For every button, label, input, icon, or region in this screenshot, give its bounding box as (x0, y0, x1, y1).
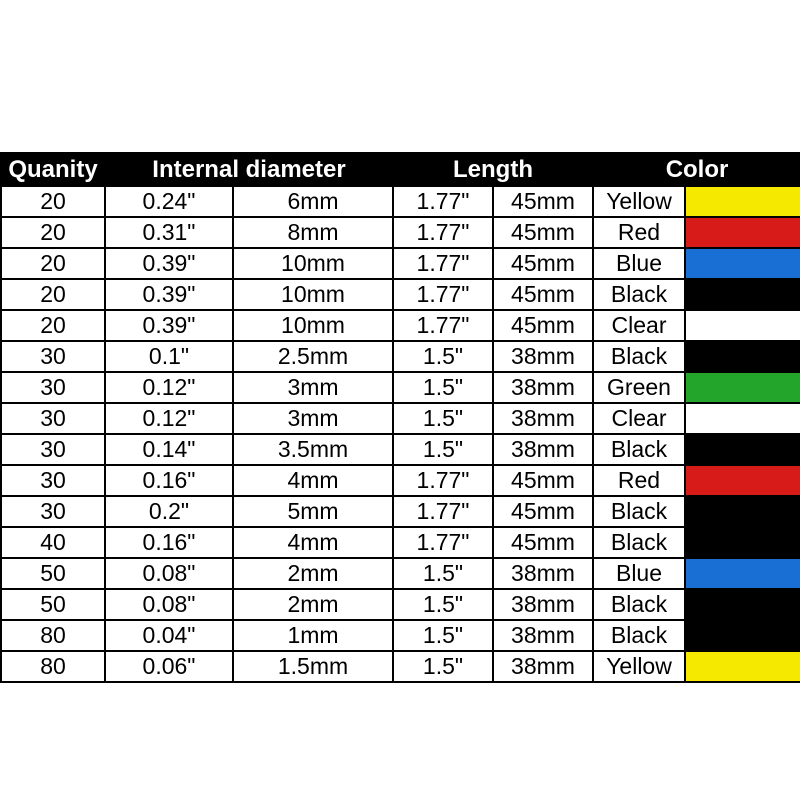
table-header (1, 153, 800, 186)
cell-length-mm: 38mm (493, 558, 593, 589)
cell-length-mm: 45mm (493, 527, 593, 558)
cell-length-inches: 1.5" (393, 403, 493, 434)
cell-length-inches: 1.5" (393, 620, 493, 651)
cell-length-inches: 1.5" (393, 372, 493, 403)
cell-color-swatch (685, 620, 800, 651)
cell-color-swatch (685, 403, 800, 434)
cell-internal-diameter-inches: 0.12" (105, 372, 233, 403)
table-row (1, 434, 800, 465)
cell-internal-diameter-inches: 0.39" (105, 279, 233, 310)
table-row (1, 279, 800, 310)
table-row (1, 310, 800, 341)
table-row (1, 403, 800, 434)
cell-length-mm: 45mm (493, 248, 593, 279)
header-internal-diameter: Internal diameter (105, 153, 393, 186)
cell-length-mm: 38mm (493, 372, 593, 403)
header-row (1, 153, 800, 186)
cell-color-swatch (685, 372, 800, 403)
cell-length-mm: 38mm (493, 589, 593, 620)
cell-quantity: 30 (1, 465, 105, 496)
cell-length-inches: 1.77" (393, 279, 493, 310)
cell-internal-diameter-mm: 4mm (233, 527, 393, 558)
cell-quantity: 30 (1, 434, 105, 465)
color-swatch (686, 652, 800, 681)
table-row (1, 465, 800, 496)
cell-quantity: 20 (1, 217, 105, 248)
cell-color-name: Clear (593, 310, 685, 341)
cell-length-inches: 1.77" (393, 217, 493, 248)
cell-color-swatch (685, 186, 800, 217)
cell-quantity: 20 (1, 248, 105, 279)
cell-internal-diameter-inches: 0.06" (105, 651, 233, 682)
cell-color-swatch (685, 558, 800, 589)
color-swatch (686, 187, 800, 216)
cell-length-mm: 45mm (493, 279, 593, 310)
cell-internal-diameter-inches: 0.08" (105, 589, 233, 620)
cell-internal-diameter-mm: 10mm (233, 248, 393, 279)
cell-internal-diameter-mm: 2.5mm (233, 341, 393, 372)
cell-quantity: 30 (1, 372, 105, 403)
cell-quantity: 50 (1, 558, 105, 589)
cell-quantity: 40 (1, 527, 105, 558)
cell-internal-diameter-mm: 10mm (233, 310, 393, 341)
cell-quantity: 30 (1, 496, 105, 527)
header-quantity: Quanity (1, 153, 105, 186)
table-row (1, 341, 800, 372)
cell-length-mm: 38mm (493, 341, 593, 372)
cell-quantity: 30 (1, 403, 105, 434)
cell-internal-diameter-mm: 6mm (233, 186, 393, 217)
color-swatch (686, 497, 800, 526)
cell-color-name: Black (593, 496, 685, 527)
cell-color-name: Black (593, 620, 685, 651)
cell-internal-diameter-inches: 0.24" (105, 186, 233, 217)
cell-quantity: 80 (1, 651, 105, 682)
table-row (1, 372, 800, 403)
cell-internal-diameter-inches: 0.39" (105, 310, 233, 341)
cell-internal-diameter-mm: 5mm (233, 496, 393, 527)
cell-length-mm: 38mm (493, 403, 593, 434)
color-swatch (686, 435, 800, 464)
cell-length-inches: 1.5" (393, 651, 493, 682)
table-body (1, 186, 800, 682)
cell-color-name: Green (593, 372, 685, 403)
cell-length-inches: 1.77" (393, 248, 493, 279)
header-color: Color (593, 153, 800, 186)
cell-internal-diameter-mm: 4mm (233, 465, 393, 496)
cell-color-name: Yellow (593, 651, 685, 682)
heat-shrink-spec-table (0, 152, 800, 683)
table-row (1, 589, 800, 620)
cell-color-name: Black (593, 589, 685, 620)
table-row (1, 217, 800, 248)
cell-length-mm: 38mm (493, 651, 593, 682)
cell-internal-diameter-mm: 3.5mm (233, 434, 393, 465)
table-row (1, 527, 800, 558)
cell-color-name: Black (593, 434, 685, 465)
cell-color-swatch (685, 434, 800, 465)
cell-internal-diameter-inches: 0.16" (105, 527, 233, 558)
cell-internal-diameter-inches: 0.04" (105, 620, 233, 651)
cell-quantity: 30 (1, 341, 105, 372)
cell-color-swatch (685, 217, 800, 248)
header-length: Length (393, 153, 593, 186)
table-row (1, 248, 800, 279)
table-row (1, 651, 800, 682)
cell-internal-diameter-inches: 0.2" (105, 496, 233, 527)
cell-color-swatch (685, 527, 800, 558)
cell-color-swatch (685, 496, 800, 527)
color-swatch (686, 218, 800, 247)
cell-internal-diameter-mm: 3mm (233, 403, 393, 434)
cell-color-swatch (685, 248, 800, 279)
cell-internal-diameter-inches: 0.31" (105, 217, 233, 248)
color-swatch (686, 342, 800, 371)
cell-color-name: Black (593, 341, 685, 372)
cell-internal-diameter-inches: 0.14" (105, 434, 233, 465)
cell-quantity: 80 (1, 620, 105, 651)
color-swatch (686, 249, 800, 278)
cell-color-swatch (685, 589, 800, 620)
table-row (1, 558, 800, 589)
table-row (1, 496, 800, 527)
cell-color-name: Clear (593, 403, 685, 434)
cell-color-swatch (685, 279, 800, 310)
cell-internal-diameter-mm: 2mm (233, 589, 393, 620)
cell-length-mm: 45mm (493, 496, 593, 527)
cell-color-swatch (685, 310, 800, 341)
color-swatch (686, 404, 800, 433)
cell-color-name: Black (593, 279, 685, 310)
color-swatch (686, 373, 800, 402)
cell-length-mm: 38mm (493, 620, 593, 651)
cell-color-name: Black (593, 527, 685, 558)
cell-length-inches: 1.5" (393, 434, 493, 465)
cell-color-name: Blue (593, 248, 685, 279)
cell-length-mm: 45mm (493, 186, 593, 217)
cell-quantity: 50 (1, 589, 105, 620)
cell-color-name: Red (593, 217, 685, 248)
cell-quantity: 20 (1, 310, 105, 341)
cell-internal-diameter-mm: 1.5mm (233, 651, 393, 682)
cell-color-name: Red (593, 465, 685, 496)
color-swatch (686, 280, 800, 309)
cell-color-name: Yellow (593, 186, 685, 217)
cell-color-name: Blue (593, 558, 685, 589)
cell-internal-diameter-mm: 10mm (233, 279, 393, 310)
cell-length-inches: 1.5" (393, 341, 493, 372)
cell-quantity: 20 (1, 186, 105, 217)
table-row (1, 620, 800, 651)
cell-length-inches: 1.77" (393, 186, 493, 217)
color-swatch (686, 621, 800, 650)
cell-internal-diameter-inches: 0.1" (105, 341, 233, 372)
cell-internal-diameter-mm: 1mm (233, 620, 393, 651)
table-row (1, 186, 800, 217)
cell-length-inches: 1.77" (393, 465, 493, 496)
color-swatch (686, 590, 800, 619)
cell-length-mm: 45mm (493, 310, 593, 341)
cell-length-inches: 1.77" (393, 496, 493, 527)
spec-table-container (0, 152, 800, 683)
cell-internal-diameter-inches: 0.39" (105, 248, 233, 279)
cell-length-inches: 1.77" (393, 527, 493, 558)
cell-length-mm: 45mm (493, 217, 593, 248)
cell-length-inches: 1.5" (393, 558, 493, 589)
cell-length-inches: 1.77" (393, 310, 493, 341)
cell-length-mm: 45mm (493, 465, 593, 496)
cell-length-mm: 38mm (493, 434, 593, 465)
cell-quantity: 20 (1, 279, 105, 310)
cell-internal-diameter-inches: 0.16" (105, 465, 233, 496)
cell-color-swatch (685, 651, 800, 682)
cell-length-inches: 1.5" (393, 589, 493, 620)
cell-internal-diameter-mm: 3mm (233, 372, 393, 403)
color-swatch (686, 528, 800, 557)
color-swatch (686, 311, 800, 340)
cell-internal-diameter-mm: 2mm (233, 558, 393, 589)
cell-internal-diameter-mm: 8mm (233, 217, 393, 248)
cell-internal-diameter-inches: 0.12" (105, 403, 233, 434)
cell-internal-diameter-inches: 0.08" (105, 558, 233, 589)
color-swatch (686, 466, 800, 495)
cell-color-swatch (685, 341, 800, 372)
color-swatch (686, 559, 800, 588)
cell-color-swatch (685, 465, 800, 496)
